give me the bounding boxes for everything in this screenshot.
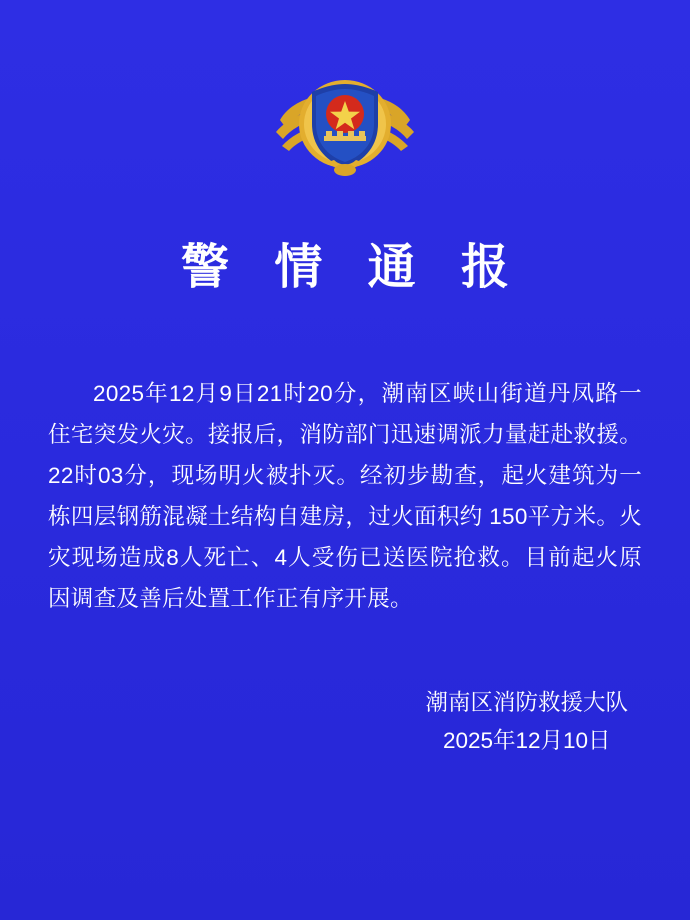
emblem-container [48, 0, 642, 180]
signature-date: 2025年12月10日 [442, 728, 611, 753]
announcement-body [48, 373, 642, 619]
page-title: 警 情 通 报 [180, 241, 525, 294]
police-emblem-icon [270, 62, 420, 180]
signature-block [425, 684, 628, 760]
announcement-body-text: 2025年12月9日21时20分，潮南区峡山街道丹凤路一住宅突发火灾。接报后，消防部门迅速调派力量赶赴救援。22时03分，现场明火被扑灭。经初步勘查，起火建筑为一栋四层钢筋混凝土结构自建房，过火面积约 150平方米。火灾现场造成8人死亡、4人受伤已送医院抢救。目前起火原因调查及善后处置工作正有序开展。 [48, 381, 642, 611]
signature-organization: 潮南区消防救援大队 [425, 690, 628, 715]
